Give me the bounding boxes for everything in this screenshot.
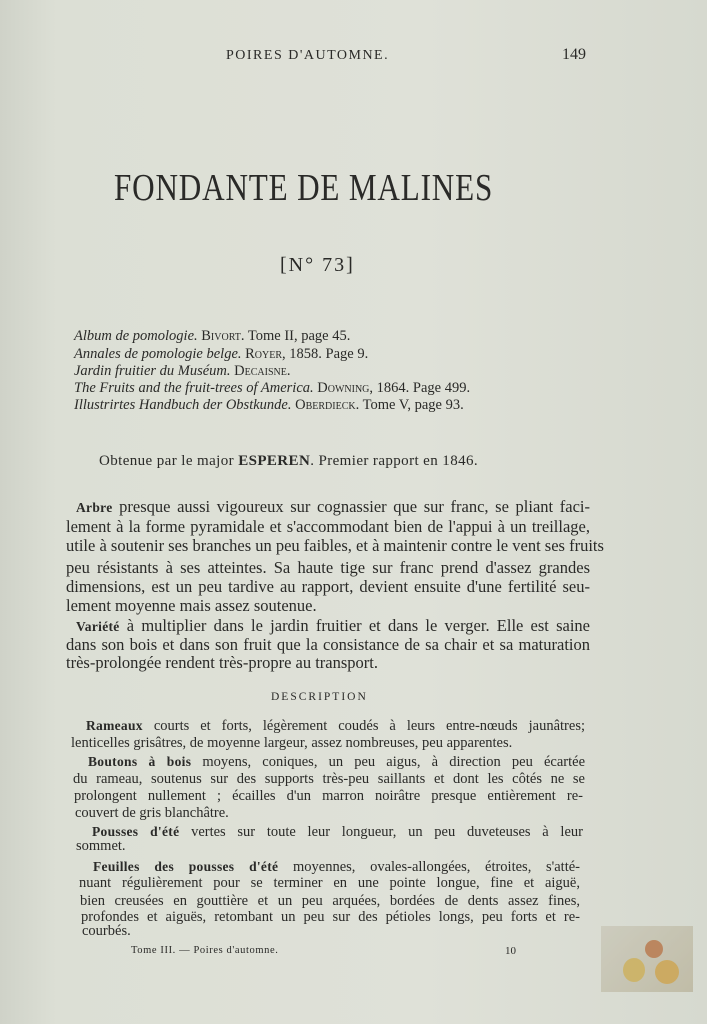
lead-term: Rameaux [86, 718, 143, 733]
reference-work: The Fruits and the fruit-trees of America. [74, 380, 314, 396]
lead-term: Pousses d'été [92, 824, 180, 839]
pear-thumbnail-image [601, 926, 693, 992]
text-line: très-prolongée rendent très-propre au transport. [66, 653, 379, 672]
reference-detail: Tome V, page 93. [362, 397, 464, 413]
reference-detail: Tome II, page 45. [247, 328, 351, 344]
section-heading: DESCRIPTION [271, 691, 368, 703]
text-line [76, 616, 590, 636]
text-line: bien creusées en gouttière et un peu arquées, bordées de dents assez fines, [80, 893, 580, 909]
lead-term: Boutons à bois [88, 754, 192, 769]
signature-mark: Tome III. — Poires d'automne. [131, 945, 279, 956]
reference-work: Illustrirtes Handbuch der Obstkunde. [74, 397, 292, 413]
line-text: moyennes, ovales-allongées, étroites, s'atté- [278, 859, 580, 875]
text-line [86, 716, 585, 736]
sheet-number: 10 [505, 945, 516, 957]
reference-author: Decaisne. [234, 363, 291, 379]
pear-icon [623, 958, 645, 982]
text-line: dans son bois et dans son fruit que la consistance de sa chair et sa maturation [66, 635, 590, 654]
text-line: nuant régulièrement pour se terminer en une pointe longue, fine et aiguë, [79, 875, 580, 891]
lead-term: Arbre [76, 500, 113, 515]
text-line: lement à la forme pyramidale et s'accommodant bien de l'appui à un treillage, [66, 517, 590, 536]
pear-icon [655, 960, 679, 984]
reference-author: Oberdieck. [295, 397, 360, 413]
origin-line [99, 453, 478, 470]
reference [74, 363, 291, 380]
reference [74, 328, 350, 345]
reference [74, 397, 464, 414]
page-title: FONDANTE DE MALINES [114, 167, 494, 209]
reference-author: Bivort. [201, 328, 245, 344]
lead-term: Variété [76, 619, 120, 634]
pear-icon [645, 940, 663, 958]
line-text: presque aussi vigoureux sur cognassier que sur franc, se pliant faci- [112, 497, 590, 516]
text-line: peu résistants à ses atteintes. Sa haute tige sur franc prend d'assez grandes [66, 558, 590, 577]
reference-work: Annales de pomologie belge. [74, 346, 242, 362]
text-line: courbés. [82, 923, 131, 939]
text-line [88, 752, 585, 772]
line-text: à multiplier dans le jardin fruitier et dans le verger. Elle est saine [119, 616, 590, 635]
text-line: prolongent nullement ; écailles d'un marron noirâtre presque entièrement re- [74, 788, 583, 804]
variety-number: [N° 73] [280, 254, 355, 276]
origin-text: Obtenue par le major [99, 453, 239, 469]
reference-detail: 1858. Page 9. [289, 346, 369, 362]
text-line: du rameau, soutenus sur des supports très-peu saillants et dont les côtés ne se [73, 771, 585, 787]
text-line: utile à soutenir ses branches un peu faibles, et à maintenir contre le vent ses fruits [66, 536, 604, 555]
text-line [76, 497, 590, 517]
line-text: vertes sur toute leur longueur, un peu duveteuses à leur [179, 824, 583, 840]
text-line: lement moyenne mais assez soutenue. [66, 596, 317, 615]
reference [74, 380, 470, 397]
text-line: couvert de gris blanchâtre. [75, 805, 229, 821]
origin-text: . Premier rapport en 1846. [310, 453, 479, 469]
text-line: sommet. [76, 838, 126, 854]
line-text: moyens, coniques, un peu aigus, à direction peu écartée [191, 754, 586, 770]
reference-work: Album de pomologie. [74, 328, 198, 344]
text-line: lenticelles grisâtres, de moyenne largeur, assez nombreuses, peu apparentes. [71, 735, 513, 751]
reference-work: Jardin fruitier du Muséum. [74, 363, 231, 379]
text-line: dimensions, est un peu tardive au rapport, devient ensuite d'une fertilité seu- [66, 577, 590, 596]
reference-detail: 1864. Page 499. [376, 380, 471, 396]
running-title: POIRES D'AUTOMNE. [226, 48, 390, 63]
lead-term: Feuilles des pousses d'été [93, 859, 279, 874]
origin-name: ESPEREN [238, 453, 311, 469]
text-line: profondes et aiguës, retombant un peu sur des pétioles longs, peu forts et re- [81, 909, 580, 925]
line-text: courts et forts, légèrement coudés à leurs entre-nœuds jaunâtres; [142, 718, 585, 734]
page-number: 149 [562, 46, 586, 63]
reference [74, 346, 368, 363]
reference-author: Downing, [317, 380, 374, 396]
reference-author: Royer, [245, 346, 286, 362]
